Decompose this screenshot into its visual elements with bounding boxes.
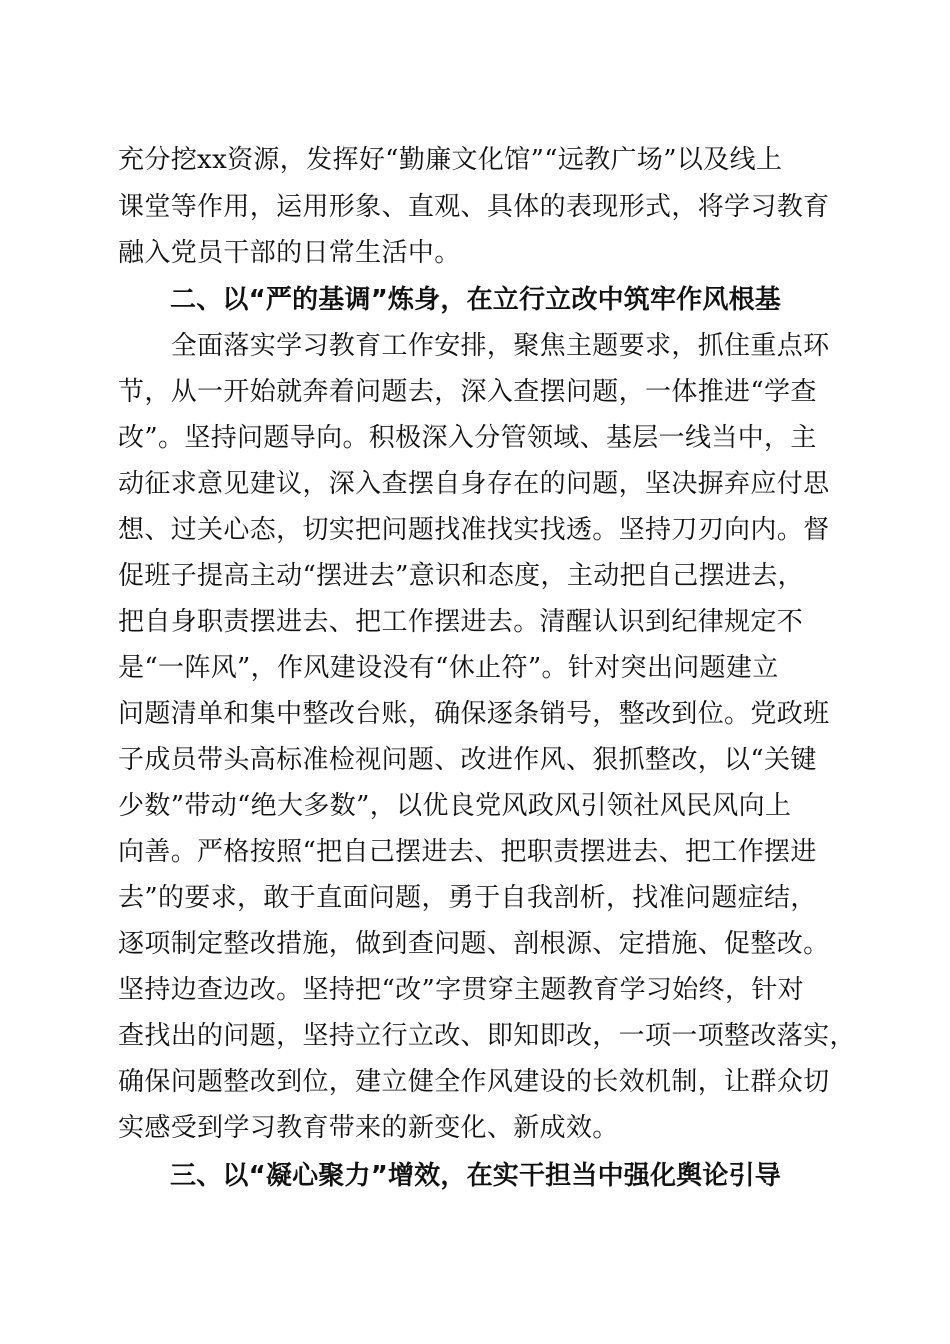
paragraph-line: 改”。坚持问题导向。积极深入分管领域、基层一线当中，主 [118, 423, 817, 453]
paragraph-line: 把自身职责摆进去、把工作摆进去。清醒认识到纪律规定不 [118, 607, 804, 637]
paragraph-line: 想、过关心态，切实把问题找准找实找透。坚持刀刃向内。督 [118, 515, 830, 545]
section-heading-3: 三、以“凝心聚力”增效，在实干担当中强化舆论引导 [170, 1161, 781, 1191]
paragraph-line: 充分挖xx资源，发挥好“勤廉文化馆”“远教广场”以及线上 [118, 145, 783, 175]
paragraph-line: 实感受到学习教育带来的新变化、新成效。 [118, 1113, 619, 1143]
paragraph-line: 逐项制定整改措施，做到查问题、剖根源、定措施、促整改。 [118, 929, 830, 959]
paragraph-line: 查找出的问题，坚持立行立改、即知即改，一项一项整改落实， [118, 1021, 856, 1051]
paragraph-line: 节，从一开始就奔着问题去，深入查摆问题，一体推进“学查 [118, 377, 817, 407]
paragraph-line: 坚持边查边改。坚持把“改”字贯穿主题教育学习始终，针对 [118, 975, 805, 1005]
paragraph-line: 向善。严格按照“把自己摆进去、把职责摆进去、把工作摆进 [118, 837, 817, 867]
paragraph-line: 动征求意见建议，深入查摆自身存在的问题，坚决摒弃应付思 [118, 469, 830, 499]
paragraph-line: 问题清单和集中整改台账，确保逐条销号，整改到位。党政班 [118, 699, 830, 729]
paragraph-line: 是“一阵风”，作风建设没有“休止符”。针对突出问题建立 [118, 653, 779, 683]
paragraph-line: 子成员带头高标准检视问题、改进作风、狠抓整改，以“关键 [118, 745, 817, 775]
paragraph-line: 确保问题整改到位，建立健全作风建设的长效机制，让群众切 [118, 1067, 830, 1097]
paragraph-line: 去”的要求，敢于直面问题，勇于自我剖析，找准问题症结， [118, 883, 817, 913]
paragraph-line: 融入党员干部的日常生活中。 [118, 238, 461, 268]
paragraph-line: 课堂等作用，运用形象、直观、具体的表现形式，将学习教育 [118, 192, 830, 222]
section-heading-2: 二、以“严的基调”炼身，在立行立改中筑牢作风根基 [170, 285, 781, 315]
paragraph-line: 促班子提高主动“摆进去”意识和态度，主动把自己摆进去， [118, 561, 805, 591]
paragraph-line: 少数”带动“绝大多数”，以优良党风政风引领社风民风向上 [118, 791, 792, 821]
paragraph-line: 全面落实学习教育工作安排，聚焦主题要求，抓住重点环 [118, 331, 830, 361]
